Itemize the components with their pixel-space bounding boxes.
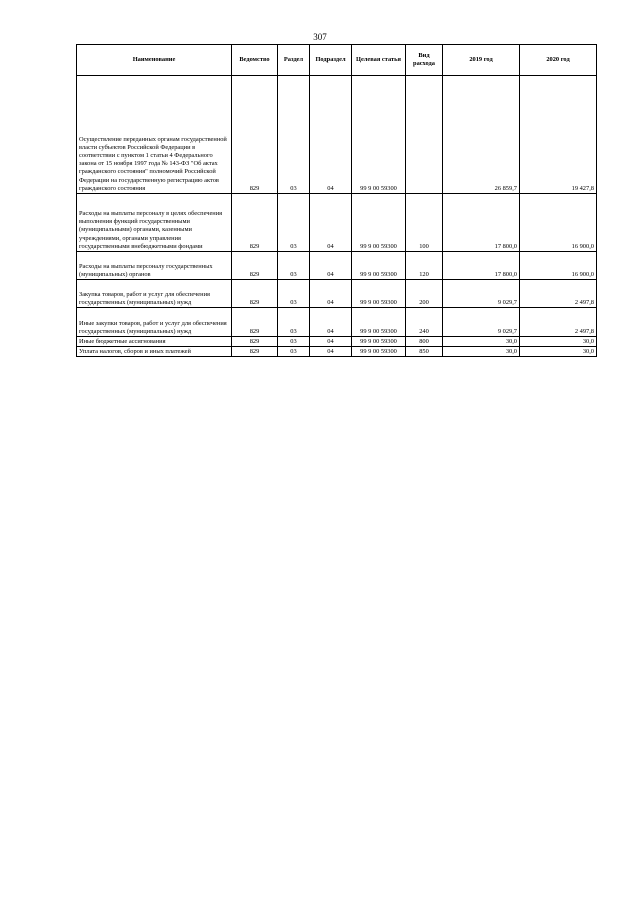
cell-section: 03 [278, 308, 310, 337]
header-subsection: Подраздел [310, 45, 352, 76]
cell-year-2020: 16 900,0 [520, 194, 597, 252]
cell-target-item: 99 9 00 59300 [352, 280, 406, 308]
cell-target-item: 99 9 00 59300 [352, 337, 406, 347]
cell-expense-type: 240 [406, 308, 443, 337]
table-body [77, 76, 597, 357]
cell-year-2019: 9 029,7 [443, 280, 520, 308]
table-row [77, 76, 597, 194]
table-row [77, 194, 597, 252]
cell-department: 829 [232, 252, 278, 280]
header-section: Раздел [278, 45, 310, 76]
cell-year-2020: 30,0 [520, 347, 597, 357]
table-row [77, 252, 597, 280]
cell-section: 03 [278, 252, 310, 280]
cell-target-item: 99 9 00 59300 [352, 308, 406, 337]
cell-year-2019: 26 859,7 [443, 76, 520, 194]
cell-department: 829 [232, 337, 278, 347]
cell-target-item: 99 9 00 59300 [352, 347, 406, 357]
cell-target-item: 99 9 00 59300 [352, 76, 406, 194]
cell-year-2020: 19 427,8 [520, 76, 597, 194]
cell-year-2020: 2 497,8 [520, 308, 597, 337]
cell-section: 03 [278, 280, 310, 308]
header-department: Ведомство [232, 45, 278, 76]
cell-name: Расходы на выплаты персоналу в целях обеспечения выполнения функций государственными (муниципальными) органами, казенными учреждениями, органами управления государственными внебюджетными фондами [77, 194, 232, 252]
cell-expense-type: 850 [406, 347, 443, 357]
cell-section: 03 [278, 337, 310, 347]
cell-section: 03 [278, 76, 310, 194]
cell-subsection: 04 [310, 76, 352, 194]
cell-expense-type: 100 [406, 194, 443, 252]
cell-section: 03 [278, 347, 310, 357]
cell-section: 03 [278, 194, 310, 252]
cell-subsection: 04 [310, 252, 352, 280]
cell-name: Уплата налогов, сборов и иных платежей [77, 347, 232, 357]
page-number: 307 [313, 32, 327, 42]
cell-subsection: 04 [310, 280, 352, 308]
cell-target-item: 99 9 00 59300 [352, 194, 406, 252]
cell-subsection: 04 [310, 194, 352, 252]
header-target-item: Целевая статья [352, 45, 406, 76]
table-row [77, 347, 597, 357]
cell-year-2019: 17 800,0 [443, 194, 520, 252]
cell-expense-type [406, 76, 443, 194]
cell-name: Иные бюджетные ассигнования [77, 337, 232, 347]
cell-expense-type: 120 [406, 252, 443, 280]
header-year-2020: 2020 год [520, 45, 597, 76]
cell-expense-type: 200 [406, 280, 443, 308]
cell-subsection: 04 [310, 347, 352, 357]
cell-name: Расходы на выплаты персоналу государственных (муниципальных) органов [77, 252, 232, 280]
header-expense-type: Вид расхода [406, 45, 443, 76]
cell-expense-type: 800 [406, 337, 443, 347]
cell-target-item: 99 9 00 59300 [352, 252, 406, 280]
header-year-2019: 2019 год [443, 45, 520, 76]
budget-table [76, 44, 597, 357]
cell-subsection: 04 [310, 337, 352, 347]
cell-year-2020: 30,0 [520, 337, 597, 347]
cell-department: 829 [232, 194, 278, 252]
table-header-row [77, 45, 597, 76]
cell-subsection: 04 [310, 308, 352, 337]
header-name: Наименование [77, 45, 232, 76]
cell-name: Осуществление переданных органам государственной власти субъектов Российской Федерации в соответствии с пунктом 1 статьи 4 Федерального закона от 15 ноября 1997 года № 143-ФЗ "Об актах гражданского состояния" полномочий Российской Федерации на государственную регистрацию актов гражданского состояния [77, 76, 232, 194]
cell-name: Закупка товаров, работ и услуг для обеспечения государственных (муниципальных) нужд [77, 280, 232, 308]
cell-year-2019: 17 800,0 [443, 252, 520, 280]
cell-year-2019: 30,0 [443, 347, 520, 357]
cell-department: 829 [232, 76, 278, 194]
cell-department: 829 [232, 308, 278, 337]
cell-department: 829 [232, 347, 278, 357]
table-row [77, 280, 597, 308]
table-row [77, 337, 597, 347]
cell-department: 829 [232, 280, 278, 308]
table-row [77, 308, 597, 337]
cell-year-2020: 16 900,0 [520, 252, 597, 280]
cell-year-2019: 30,0 [443, 337, 520, 347]
cell-name: Иные закупки товаров, работ и услуг для обеспечения государственных (муниципальных) нужд [77, 308, 232, 337]
cell-year-2020: 2 497,8 [520, 280, 597, 308]
cell-year-2019: 9 029,7 [443, 308, 520, 337]
